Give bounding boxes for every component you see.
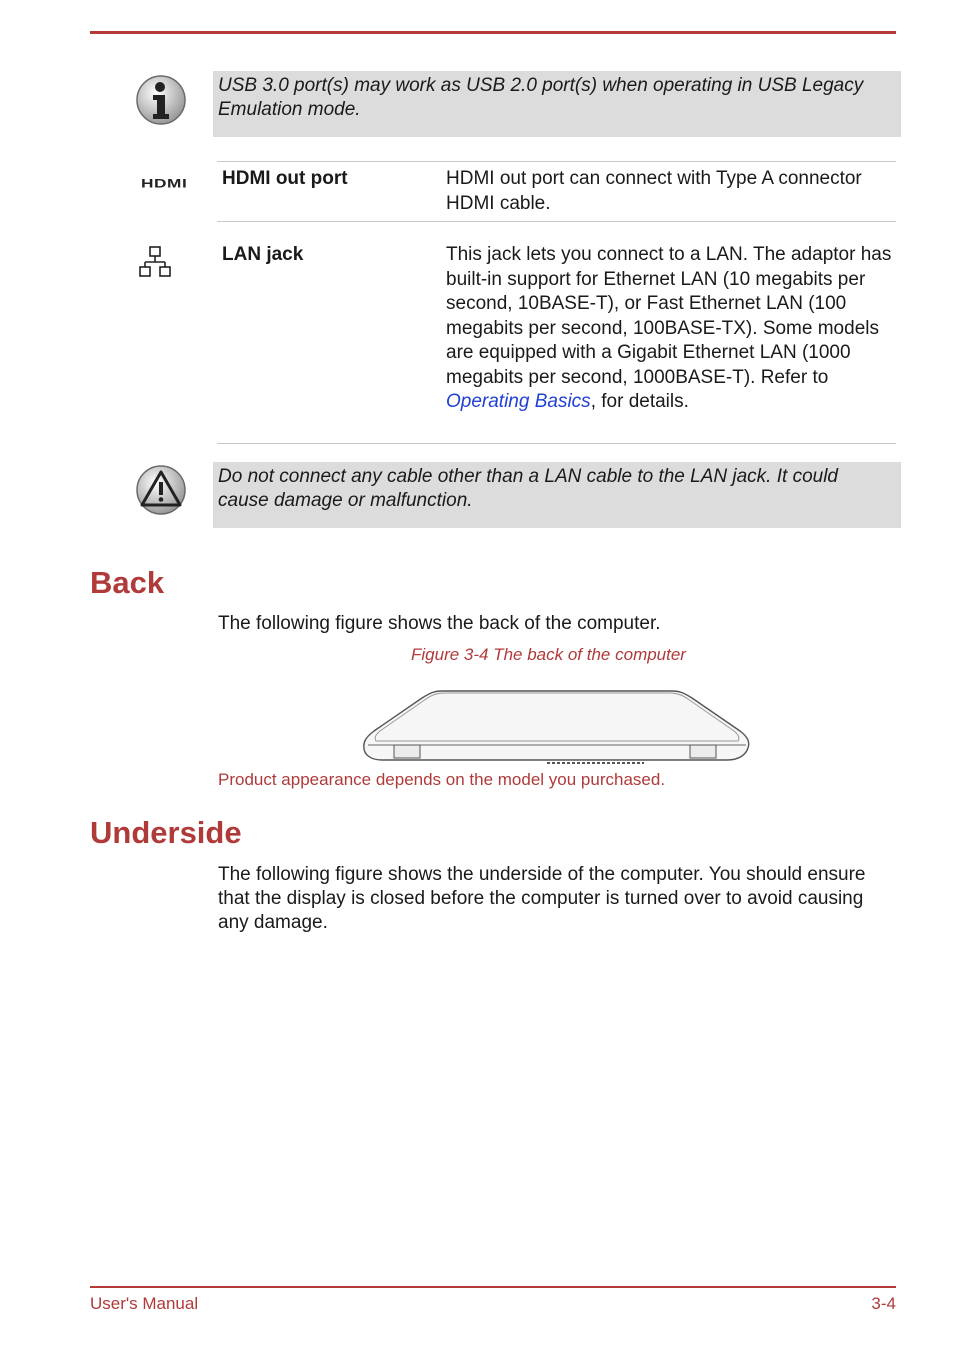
hdmi-icon (141, 174, 203, 197)
page-number: 3-4 (871, 1294, 896, 1313)
back-text: The following figure shows the back of the computer. (218, 613, 661, 634)
lan-description-text: This jack lets you connect to a LAN. The adaptor has built-in support for Ethernet LAN (10 megabits per second, 10BASE-T), or Fast Ethernet LAN (100 megabits per second, 100BASE-TX). Some models are equipped with a Gigabit Ethernet LAN (1000 megabits per second, 1000BASE-T). Refer to (446, 244, 892, 388)
footer-rule (90, 1286, 896, 1288)
product-appearance-note: Product appearance depends on the model you purchased. (218, 770, 666, 789)
operating-basics-link[interactable]: Operating Basics (446, 391, 591, 412)
info-icon (135, 74, 187, 126)
hdmi-port-label: HDMI out port (222, 168, 348, 189)
info-note: USB 3.0 port(s) may work as USB 2.0 port(s) when operating in USB Legacy Emulation mode. (213, 71, 901, 137)
warning-icon (135, 464, 187, 516)
table-divider (217, 161, 896, 162)
back-figure-caption: Figure 3-4 The back of the computer (411, 645, 686, 664)
hdmi-port-description: HDMI out port can connect with Type A connector HDMI cable. (446, 168, 862, 214)
lan-jack-description (446, 243, 894, 415)
warning-note: Do not connect any cable other than a LAN cable to the LAN jack. It could cause damage or malfunction. (213, 462, 901, 528)
lan-description-tail: , for details. (590, 391, 689, 412)
computer-back-illustration (362, 688, 752, 773)
table-divider (217, 443, 896, 444)
table-divider (217, 221, 896, 222)
footer-title: User's Manual (90, 1294, 199, 1313)
underside-text: The following figure shows the underside of the computer. You should ensure that the display is closed before the computer is turned over to avoid causing any damage. (218, 864, 866, 933)
lan-icon (139, 246, 173, 283)
underside-heading: Underside (90, 815, 242, 850)
back-heading: Back (90, 565, 165, 600)
header-rule (90, 31, 896, 34)
svg-text:HDMI: HDMI (141, 177, 188, 191)
lan-jack-label: LAN jack (222, 244, 304, 265)
